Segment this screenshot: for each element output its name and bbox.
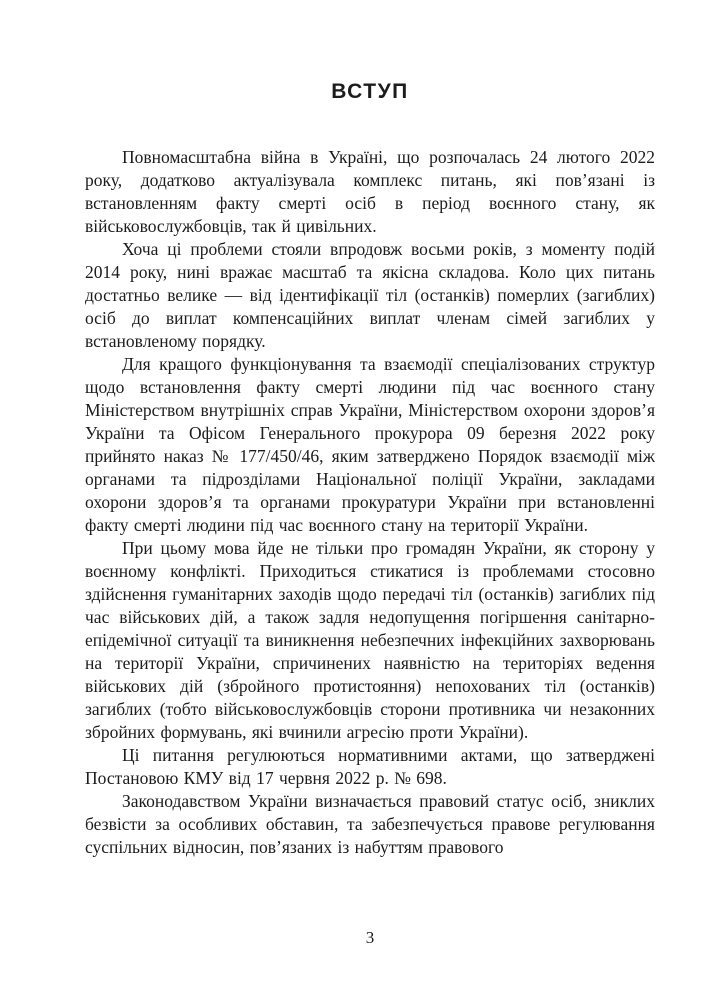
paragraph: Ці питання регулюються нормативними актами, що затверджені Постановою КМУ від 17 червня 2022 р. № 698. xyxy=(85,745,655,788)
paragraph: Повномасштабна війна в Україні, що розпочалась 24 лютого 2022 року, додатково актуалізувала комплекс питань, які пов’язані із встановленням факту смерті осіб в період воєнного стану, як військовослужбовців, так й цивільних. xyxy=(85,147,655,236)
paragraph: Для кращого функціонування та взаємодії спеціалізованих структур щодо встановлення факту смерті людини під час воєнного стану Міністерством внутрішніх справ України, Міністерством охорони здоров’я України та Офісом Генерального прокурора 09 березня 2022 року прийнято наказ № 177/450/46, яким затверджено Порядок взаємодії між органами та підрозділами Національної поліції України, закладами охорони здоров’я та органами прокуратури України при встановленні факту смерті людини під час воєнного стану на території України. xyxy=(85,354,655,535)
paragraph: Хоча ці проблеми стояли впродовж восьми років, з моменту подій 2014 року, нині вражає масштаб та якісна складова. Коло цих питань достатньо велике — від ідентифікації тіл (останків) померлих (загиблих) осіб до виплат компенсаційних виплат членам сімей загиблих у встановленому порядку. xyxy=(85,239,655,351)
page-number: 3 xyxy=(365,928,375,947)
page-title: ВСТУП xyxy=(331,80,409,103)
body-text xyxy=(85,146,655,859)
paragraph: Законодавством України визначається правовий статус осіб, зниклих безвісти за особливих обставин, та забезпечується правове регулювання суспільних відносин, пов’язаних із набуттям правового xyxy=(85,791,655,857)
paragraph: При цьому мова йде не тільки про громадян України, як сторону у воєнному конфлікті. Приходиться стикатися із проблемами стосовно здійснення гуманітарних заходів щодо передачі тіл (останків) загиблих під час військових дій, а також задля недопущення погіршення санітарно-епідемічної ситуації та виникнення небезпечних інфекційних захворювань на території України, спричинених наявністю на територіях ведення військових дій (збройного протистояння) непохованих тіл (останків) загиблих (тобто військовослужбовців сторони противника чи незаконних збройних формувань, які вчинили агресію проти України). xyxy=(85,538,655,742)
